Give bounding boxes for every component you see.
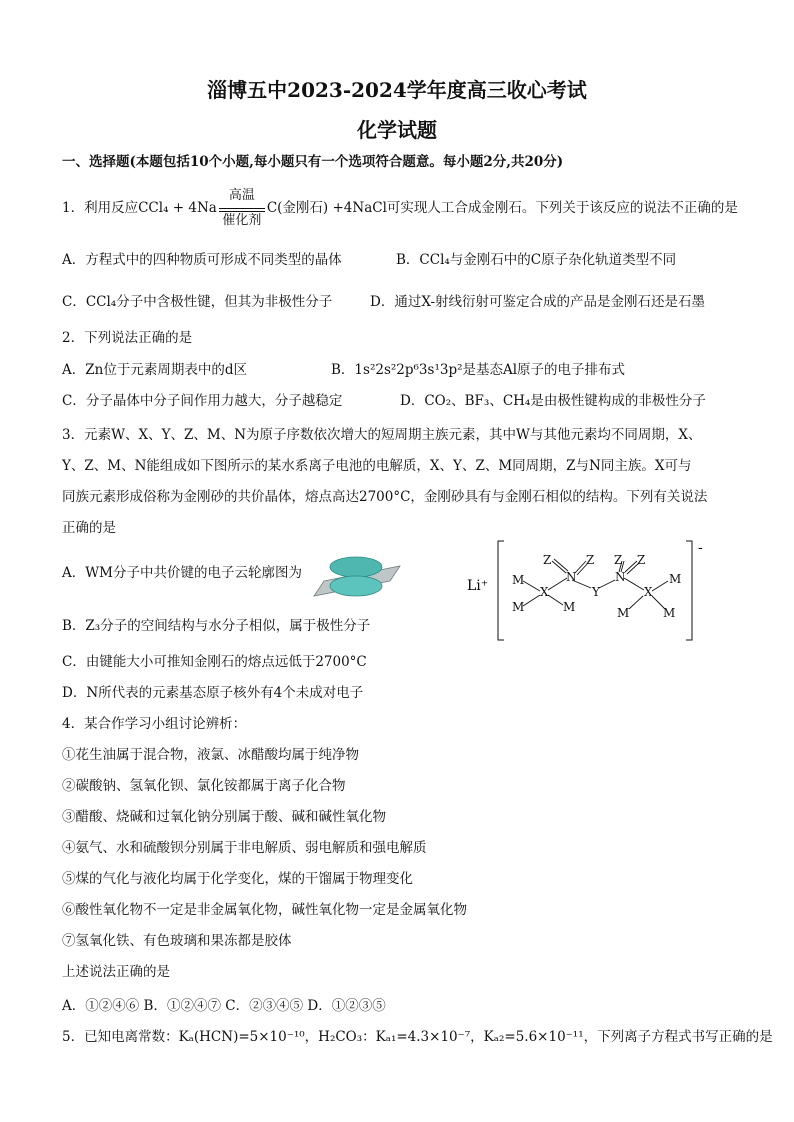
q2-option-d: D．CO₂、BF₃、CH₄是由极性键构成的非极性分子 bbox=[400, 393, 706, 409]
q4-item-7: ⑦氢氧化铁、有色玻璃和果冻都是胶体 bbox=[62, 933, 292, 949]
q1-option-d: D．通过X-射线衍射可鉴定合成的产品是金刚石还是石墨 bbox=[370, 294, 706, 310]
question-3-stem-4: 正确的是 bbox=[62, 520, 116, 536]
q4-item-1: ①花生油属于混合物，液氯、冰醋酸均属于纯净物 bbox=[62, 747, 359, 763]
atom-m-1: M bbox=[512, 573, 525, 587]
reaction-condition bbox=[219, 187, 265, 228]
atom-x-1: X bbox=[540, 585, 549, 599]
exam-title: 淄博五中2023-2024学年度高三收心考试 bbox=[207, 78, 587, 102]
question-5-stem: 5．已知电离常数：Kₐ(HCN)=5×10⁻¹⁰，H₂CO₃：Kₐ₁=4.3×10⁻⁷，Kₐ₂=5.6×10⁻¹¹，下列离子方程式书写正确的是 bbox=[62, 1029, 773, 1045]
atom-n-2: N bbox=[615, 570, 626, 584]
atom-m-3: M bbox=[563, 600, 576, 614]
atom-m-2: M bbox=[512, 600, 525, 614]
q4-options: A．①②④⑥ B．①②④⑦ C．②③④⑤ D．①②③⑤ bbox=[62, 998, 386, 1014]
condition-top: 高温 bbox=[228, 187, 255, 203]
atom-z-2: Z bbox=[586, 553, 595, 567]
electrolyte-structure-diagram bbox=[462, 536, 712, 646]
section-heading: 一、选择题(本题包括10个小题,每小题只有一个选项符合题意。每小题2分,共20分) bbox=[62, 154, 564, 170]
atom-m-5: M bbox=[617, 606, 630, 620]
q1-option-a: A．方程式中的四种物质可形成不同类型的晶体 bbox=[62, 252, 342, 268]
q3-option-c: C．由键能大小可推知金刚石的熔点远低于2700°C bbox=[62, 654, 367, 670]
question-3-stem-2: Y、Z、M、N能组成如下图所示的某水系离子电池的电解质，X、Y、Z、M同周期，Z与N同主族。X可与 bbox=[62, 458, 692, 474]
atom-x-2: X bbox=[644, 585, 653, 599]
q4-item-4: ④氨气、水和硫酸钡分别属于非电解质、弱电解质和强电解质 bbox=[62, 840, 427, 856]
question-2-stem: 2．下列说法正确的是 bbox=[62, 330, 193, 346]
q4-item-5: ⑤煤的气化与液化均属于化学变化，煤的干馏属于物理变化 bbox=[62, 871, 413, 887]
q1-lead: 利用反应CCl₄ + 4Na bbox=[84, 200, 217, 216]
q4-conclusion: 上述说法正确的是 bbox=[62, 964, 170, 980]
lithium-cation: Li⁺ bbox=[467, 578, 489, 594]
q3-option-b: B．Z₃分子的空间结构与水分子相似，属于极性分子 bbox=[62, 618, 371, 634]
q4-item-2: ②碳酸钠、氢氧化钡、氯化铵都属于离子化合物 bbox=[62, 778, 346, 794]
question-3-stem-1: 3．元素W、X、Y、Z、M、N为原子序数依次增大的短周期主族元素，其中W与其他元素均不同周期，X、 bbox=[62, 427, 702, 443]
atom-m-4: M bbox=[669, 572, 682, 586]
atom-n-1: N bbox=[566, 570, 577, 584]
atom-y: Y bbox=[592, 585, 600, 599]
q2-option-a: A．Zn位于元素周期表中的d区 bbox=[62, 362, 247, 378]
q2-option-b: B．1s²2s²2p⁶3s¹3p²是基态Al原子的电子排布式 bbox=[331, 362, 626, 378]
atom-m-6: M bbox=[663, 606, 676, 620]
atom-z-3: Z bbox=[614, 553, 623, 567]
question-1-stem bbox=[62, 187, 738, 228]
q1-option-b: B．CCl₄与金刚石中的C原子杂化轨道类型不同 bbox=[396, 252, 677, 268]
exam-subtitle: 化学试题 bbox=[357, 118, 437, 142]
electron-cloud-figure bbox=[312, 548, 402, 598]
condition-bottom: 催化剂 bbox=[222, 212, 262, 228]
question-4-stem: 4．某合作学习小组讨论辨析： bbox=[62, 716, 247, 732]
q1-tail: C(金刚石) +4NaCl可实现人工合成金刚石。下列关于该反应的说法不正确的是 bbox=[266, 200, 738, 216]
q2-option-c: C．分子晶体中分子间作用力越大，分子越稳定 bbox=[62, 393, 343, 409]
anion-charge: - bbox=[698, 540, 703, 556]
q1-number: 1． bbox=[62, 200, 85, 216]
q4-item-3: ③醋酸、烧碱和过氧化钠分别属于酸、碱和碱性氧化物 bbox=[62, 809, 386, 825]
q1-option-c: C．CCl₄分子中含极性键，但其为非极性分子 bbox=[62, 294, 333, 310]
atom-z-1: Z bbox=[543, 553, 552, 567]
q4-item-6: ⑥酸性氧化物不一定是非金属氧化物，碱性氧化物一定是金属氧化物 bbox=[62, 902, 467, 918]
question-3-stem-3: 同族元素形成俗称为金刚砂的共价晶体，熔点高达2700°C，金刚砂具有与金刚石相似的结构。下列有关说法 bbox=[62, 489, 708, 505]
q3-option-a: A．WM分子中共价键的电子云轮廓图为 bbox=[62, 565, 302, 581]
q3-option-d: D．N所代表的元素基态原子核外有4个未成对电子 bbox=[62, 685, 364, 701]
atom-z-4: Z bbox=[637, 553, 646, 567]
